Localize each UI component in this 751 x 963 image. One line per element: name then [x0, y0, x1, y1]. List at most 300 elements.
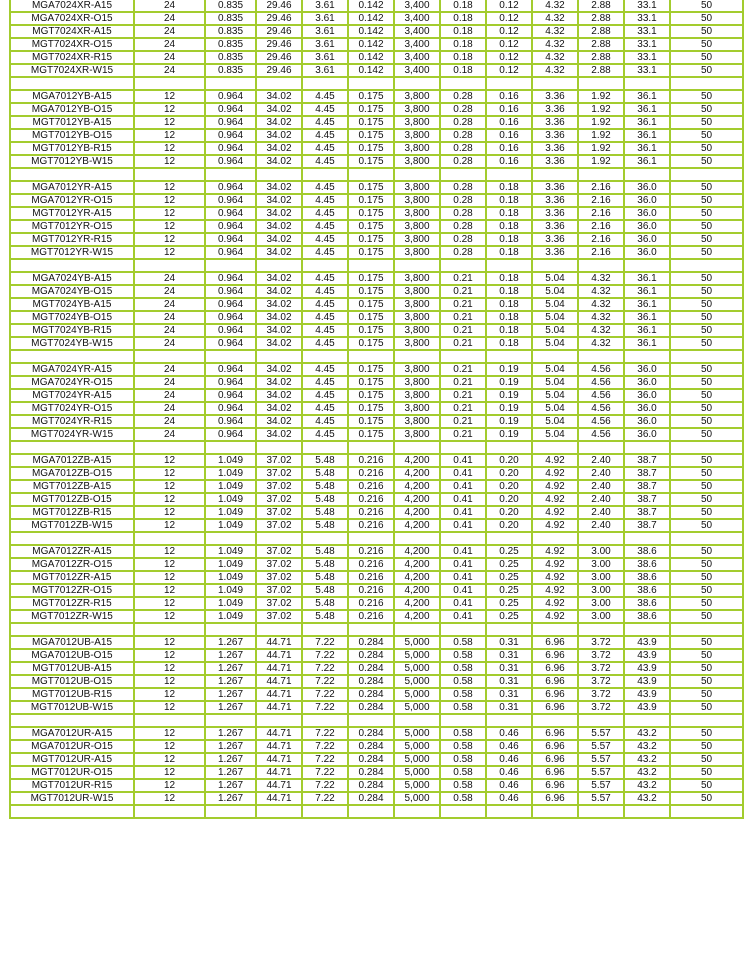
value-cell: 5.48 — [302, 519, 348, 532]
value-cell: 0.284 — [348, 727, 394, 740]
value-cell: 0.12 — [486, 25, 532, 38]
spacer-cell — [302, 350, 348, 363]
value-cell: 50 — [670, 129, 743, 142]
value-cell: 38.7 — [624, 493, 670, 506]
value-cell: 0.16 — [486, 142, 532, 155]
value-cell: 36.1 — [624, 272, 670, 285]
value-cell: 0.18 — [440, 64, 486, 77]
value-cell: 3,800 — [394, 181, 440, 194]
part-number-cell: MGT7024YR-A15 — [10, 389, 134, 402]
value-cell: 3,800 — [394, 415, 440, 428]
value-cell: 1.049 — [205, 467, 256, 480]
value-cell: 12 — [134, 571, 205, 584]
value-cell: 0.964 — [205, 181, 256, 194]
value-cell: 0.964 — [205, 103, 256, 116]
value-cell: 12 — [134, 688, 205, 701]
value-cell: 2.40 — [578, 493, 624, 506]
value-cell: 1.049 — [205, 480, 256, 493]
spacer-cell — [578, 805, 624, 818]
value-cell: 1.267 — [205, 636, 256, 649]
value-cell: 12 — [134, 792, 205, 805]
value-cell: 43.9 — [624, 701, 670, 714]
value-cell: 0.964 — [205, 298, 256, 311]
value-cell: 24 — [134, 402, 205, 415]
spacer-cell — [440, 77, 486, 90]
value-cell: 29.46 — [256, 51, 302, 64]
spacer-cell — [10, 259, 134, 272]
part-number-cell: MGT7012YR-W15 — [10, 246, 134, 259]
value-cell: 3.61 — [302, 51, 348, 64]
value-cell: 2.40 — [578, 506, 624, 519]
value-cell: 3,400 — [394, 38, 440, 51]
spacer-cell — [348, 350, 394, 363]
spacer-cell — [670, 259, 743, 272]
value-cell: 0.41 — [440, 597, 486, 610]
value-cell: 34.02 — [256, 207, 302, 220]
value-cell: 5,000 — [394, 779, 440, 792]
table-row — [10, 675, 743, 688]
value-cell: 4.92 — [532, 558, 578, 571]
spacer-cell — [256, 714, 302, 727]
value-cell: 5.48 — [302, 467, 348, 480]
value-cell: 44.71 — [256, 727, 302, 740]
value-cell: 0.18 — [440, 51, 486, 64]
part-number-cell: MGA7012UR-O15 — [10, 740, 134, 753]
value-cell: 0.18 — [440, 12, 486, 25]
value-cell: 50 — [670, 38, 743, 51]
value-cell: 0.12 — [486, 64, 532, 77]
spacer-cell — [578, 350, 624, 363]
value-cell: 7.22 — [302, 766, 348, 779]
value-cell: 0.216 — [348, 480, 394, 493]
spacer-cell — [256, 168, 302, 181]
spacer-cell — [348, 623, 394, 636]
spacer-cell — [670, 77, 743, 90]
value-cell: 0.25 — [486, 610, 532, 623]
value-cell: 43.9 — [624, 675, 670, 688]
value-cell: 5.48 — [302, 610, 348, 623]
value-cell: 50 — [670, 116, 743, 129]
value-cell: 6.96 — [532, 792, 578, 805]
value-cell: 12 — [134, 649, 205, 662]
value-cell: 5.48 — [302, 571, 348, 584]
spacer-cell — [10, 805, 134, 818]
value-cell: 0.21 — [440, 285, 486, 298]
value-cell: 3,400 — [394, 51, 440, 64]
part-number-cell: MGA7012YB-A15 — [10, 90, 134, 103]
spacer-cell — [348, 532, 394, 545]
value-cell: 43.2 — [624, 766, 670, 779]
value-cell: 4.45 — [302, 402, 348, 415]
value-cell: 0.25 — [486, 545, 532, 558]
value-cell: 0.216 — [348, 454, 394, 467]
spacer-cell — [624, 77, 670, 90]
value-cell: 37.02 — [256, 506, 302, 519]
value-cell: 0.31 — [486, 701, 532, 714]
value-cell: 0.964 — [205, 324, 256, 337]
value-cell: 4.32 — [532, 0, 578, 12]
value-cell: 12 — [134, 454, 205, 467]
spacer-cell — [256, 532, 302, 545]
value-cell: 5,000 — [394, 688, 440, 701]
part-number-cell: MGA7024YR-O15 — [10, 376, 134, 389]
value-cell: 2.88 — [578, 0, 624, 12]
value-cell: 4.32 — [532, 51, 578, 64]
value-cell: 0.21 — [440, 324, 486, 337]
value-cell: 0.58 — [440, 701, 486, 714]
value-cell: 4.45 — [302, 389, 348, 402]
value-cell: 34.02 — [256, 129, 302, 142]
table-row — [10, 779, 743, 792]
value-cell: 0.20 — [486, 454, 532, 467]
part-number-cell: MGT7012UB-O15 — [10, 675, 134, 688]
value-cell: 3,800 — [394, 90, 440, 103]
value-cell: 3.00 — [578, 558, 624, 571]
spacer-cell — [205, 805, 256, 818]
part-number-cell: MGT7012ZB-A15 — [10, 480, 134, 493]
value-cell: 0.284 — [348, 701, 394, 714]
value-cell: 2.16 — [578, 233, 624, 246]
value-cell: 2.16 — [578, 207, 624, 220]
value-cell: 3,800 — [394, 311, 440, 324]
value-cell: 0.835 — [205, 38, 256, 51]
value-cell: 44.71 — [256, 701, 302, 714]
value-cell: 4,200 — [394, 454, 440, 467]
spacer-cell — [134, 623, 205, 636]
part-number-cell: MGT7024XR-R15 — [10, 51, 134, 64]
value-cell: 38.7 — [624, 454, 670, 467]
value-cell: 3.36 — [532, 207, 578, 220]
value-cell: 0.58 — [440, 675, 486, 688]
value-cell: 4.45 — [302, 324, 348, 337]
value-cell: 0.175 — [348, 90, 394, 103]
value-cell: 0.964 — [205, 415, 256, 428]
value-cell: 0.175 — [348, 103, 394, 116]
value-cell: 50 — [670, 415, 743, 428]
value-cell: 3.36 — [532, 246, 578, 259]
value-cell: 50 — [670, 285, 743, 298]
value-cell: 5.04 — [532, 324, 578, 337]
value-cell: 36.0 — [624, 194, 670, 207]
table-row — [10, 727, 743, 740]
value-cell: 43.2 — [624, 727, 670, 740]
part-number-cell: MGA7012ZB-O15 — [10, 467, 134, 480]
value-cell: 24 — [134, 51, 205, 64]
value-cell: 0.41 — [440, 610, 486, 623]
value-cell: 36.1 — [624, 116, 670, 129]
value-cell: 0.175 — [348, 207, 394, 220]
table-row — [10, 389, 743, 402]
value-cell: 12 — [134, 545, 205, 558]
value-cell: 12 — [134, 701, 205, 714]
value-cell: 34.02 — [256, 363, 302, 376]
value-cell: 44.71 — [256, 675, 302, 688]
value-cell: 24 — [134, 337, 205, 350]
value-cell: 4.32 — [578, 272, 624, 285]
part-number-cell: MGT7024YB-A15 — [10, 298, 134, 311]
value-cell: 3.61 — [302, 38, 348, 51]
value-cell: 0.25 — [486, 597, 532, 610]
part-number-cell: MGT7012UR-W15 — [10, 792, 134, 805]
part-number-cell: MGT7024XR-W15 — [10, 64, 134, 77]
part-number-cell: MGT7024YR-O15 — [10, 402, 134, 415]
value-cell: 3.36 — [532, 233, 578, 246]
value-cell: 2.16 — [578, 194, 624, 207]
value-cell: 0.58 — [440, 649, 486, 662]
table-row — [10, 38, 743, 51]
table-row — [10, 285, 743, 298]
table-row — [10, 480, 743, 493]
value-cell: 4.45 — [302, 285, 348, 298]
value-cell: 3,800 — [394, 155, 440, 168]
spacer-cell — [302, 532, 348, 545]
table-row — [10, 220, 743, 233]
value-cell: 3,800 — [394, 220, 440, 233]
value-cell: 1.267 — [205, 727, 256, 740]
value-cell: 0.41 — [440, 493, 486, 506]
spacer-cell — [670, 623, 743, 636]
table-row — [10, 597, 743, 610]
table-row — [10, 662, 743, 675]
spacer-cell — [134, 77, 205, 90]
value-cell: 4.32 — [532, 64, 578, 77]
value-cell: 3.00 — [578, 597, 624, 610]
value-cell: 3.36 — [532, 90, 578, 103]
value-cell: 1.92 — [578, 142, 624, 155]
value-cell: 12 — [134, 662, 205, 675]
spacer-cell — [134, 532, 205, 545]
value-cell: 3.00 — [578, 610, 624, 623]
value-cell: 3.72 — [578, 636, 624, 649]
value-cell: 0.175 — [348, 155, 394, 168]
value-cell: 0.964 — [205, 428, 256, 441]
value-cell: 2.40 — [578, 467, 624, 480]
value-cell: 3,800 — [394, 272, 440, 285]
value-cell: 43.9 — [624, 636, 670, 649]
spacer-cell — [486, 77, 532, 90]
spacer-cell — [440, 259, 486, 272]
value-cell: 12 — [134, 675, 205, 688]
value-cell: 24 — [134, 12, 205, 25]
value-cell: 3,800 — [394, 376, 440, 389]
value-cell: 4.92 — [532, 454, 578, 467]
spacer-cell — [486, 623, 532, 636]
value-cell: 0.284 — [348, 662, 394, 675]
value-cell: 5.04 — [532, 428, 578, 441]
value-cell: 50 — [670, 688, 743, 701]
value-cell: 38.6 — [624, 558, 670, 571]
value-cell: 50 — [670, 727, 743, 740]
value-cell: 6.96 — [532, 779, 578, 792]
spacer-cell — [440, 714, 486, 727]
table-row — [10, 519, 743, 532]
value-cell: 3,800 — [394, 363, 440, 376]
value-cell: 0.21 — [440, 428, 486, 441]
value-cell: 3.61 — [302, 0, 348, 12]
value-cell: 50 — [670, 363, 743, 376]
value-cell: 3.72 — [578, 649, 624, 662]
value-cell: 0.46 — [486, 766, 532, 779]
part-number-cell: MGT7024YB-R15 — [10, 324, 134, 337]
group-spacer — [10, 532, 743, 545]
value-cell: 0.12 — [486, 51, 532, 64]
value-cell: 0.175 — [348, 389, 394, 402]
value-cell: 0.19 — [486, 376, 532, 389]
value-cell: 4.45 — [302, 220, 348, 233]
value-cell: 50 — [670, 0, 743, 12]
value-cell: 4.45 — [302, 129, 348, 142]
value-cell: 2.16 — [578, 181, 624, 194]
value-cell: 5,000 — [394, 675, 440, 688]
spacer-cell — [302, 168, 348, 181]
value-cell: 4.45 — [302, 298, 348, 311]
value-cell: 0.41 — [440, 467, 486, 480]
value-cell: 0.21 — [440, 389, 486, 402]
value-cell: 0.20 — [486, 519, 532, 532]
value-cell: 3,800 — [394, 389, 440, 402]
value-cell: 37.02 — [256, 519, 302, 532]
value-cell: 33.1 — [624, 64, 670, 77]
spacer-cell — [256, 623, 302, 636]
value-cell: 50 — [670, 558, 743, 571]
value-cell: 0.41 — [440, 519, 486, 532]
group-spacer — [10, 77, 743, 90]
value-cell: 0.284 — [348, 675, 394, 688]
value-cell: 0.142 — [348, 12, 394, 25]
value-cell: 4.32 — [578, 285, 624, 298]
value-cell: 50 — [670, 298, 743, 311]
value-cell: 24 — [134, 25, 205, 38]
value-cell: 0.16 — [486, 155, 532, 168]
spacer-cell — [134, 259, 205, 272]
spacer-cell — [578, 168, 624, 181]
value-cell: 29.46 — [256, 38, 302, 51]
value-cell: 50 — [670, 792, 743, 805]
value-cell: 5.04 — [532, 337, 578, 350]
value-cell: 4.45 — [302, 363, 348, 376]
value-cell: 50 — [670, 545, 743, 558]
spacer-cell — [486, 805, 532, 818]
value-cell: 4.32 — [532, 25, 578, 38]
spacer-cell — [440, 623, 486, 636]
spacer-cell — [256, 350, 302, 363]
value-cell: 0.58 — [440, 753, 486, 766]
spacer-cell — [348, 714, 394, 727]
value-cell: 0.18 — [486, 311, 532, 324]
value-cell: 0.175 — [348, 181, 394, 194]
value-cell: 4.45 — [302, 181, 348, 194]
value-cell: 0.20 — [486, 480, 532, 493]
value-cell: 0.31 — [486, 649, 532, 662]
spacer-cell — [670, 532, 743, 545]
value-cell: 0.18 — [486, 337, 532, 350]
value-cell: 3,800 — [394, 194, 440, 207]
value-cell: 50 — [670, 506, 743, 519]
table-row — [10, 246, 743, 259]
value-cell: 7.22 — [302, 675, 348, 688]
value-cell: 5.48 — [302, 506, 348, 519]
value-cell: 4,200 — [394, 519, 440, 532]
value-cell: 0.175 — [348, 194, 394, 207]
value-cell: 1.267 — [205, 792, 256, 805]
value-cell: 43.2 — [624, 779, 670, 792]
spacer-cell — [10, 532, 134, 545]
value-cell: 0.175 — [348, 272, 394, 285]
value-cell: 7.22 — [302, 649, 348, 662]
value-cell: 4.45 — [302, 246, 348, 259]
part-number-cell: MGT7012ZR-O15 — [10, 584, 134, 597]
value-cell: 44.71 — [256, 636, 302, 649]
value-cell: 44.71 — [256, 662, 302, 675]
value-cell: 36.0 — [624, 207, 670, 220]
value-cell: 4.32 — [532, 12, 578, 25]
value-cell: 0.21 — [440, 363, 486, 376]
value-cell: 50 — [670, 519, 743, 532]
value-cell: 38.6 — [624, 545, 670, 558]
value-cell: 1.049 — [205, 571, 256, 584]
value-cell: 3.36 — [532, 220, 578, 233]
value-cell: 1.92 — [578, 116, 624, 129]
value-cell: 3.72 — [578, 662, 624, 675]
table-row — [10, 376, 743, 389]
value-cell: 24 — [134, 376, 205, 389]
group-spacer — [10, 168, 743, 181]
value-cell: 4.32 — [578, 311, 624, 324]
value-cell: 12 — [134, 207, 205, 220]
table-row — [10, 428, 743, 441]
value-cell: 4.45 — [302, 90, 348, 103]
value-cell: 12 — [134, 233, 205, 246]
value-cell: 0.964 — [205, 337, 256, 350]
value-cell: 36.0 — [624, 389, 670, 402]
part-number-cell: MGT7012YR-R15 — [10, 233, 134, 246]
value-cell: 3.61 — [302, 25, 348, 38]
value-cell: 0.46 — [486, 753, 532, 766]
part-number-cell: MGT7012ZR-A15 — [10, 571, 134, 584]
value-cell: 0.964 — [205, 272, 256, 285]
value-cell: 34.02 — [256, 402, 302, 415]
value-cell: 0.284 — [348, 688, 394, 701]
spacer-cell — [205, 350, 256, 363]
value-cell: 43.9 — [624, 662, 670, 675]
value-cell: 4.45 — [302, 311, 348, 324]
value-cell: 0.142 — [348, 64, 394, 77]
spec-sheet — [9, 0, 742, 819]
value-cell: 3,400 — [394, 0, 440, 12]
value-cell: 5.04 — [532, 285, 578, 298]
value-cell: 2.88 — [578, 64, 624, 77]
value-cell: 4.92 — [532, 519, 578, 532]
value-cell: 44.71 — [256, 649, 302, 662]
table-row — [10, 402, 743, 415]
value-cell: 4.56 — [578, 363, 624, 376]
value-cell: 38.6 — [624, 597, 670, 610]
value-cell: 1.92 — [578, 103, 624, 116]
value-cell: 3,400 — [394, 64, 440, 77]
value-cell: 0.18 — [486, 285, 532, 298]
value-cell: 6.96 — [532, 636, 578, 649]
value-cell: 3,800 — [394, 246, 440, 259]
value-cell: 43.9 — [624, 688, 670, 701]
value-cell: 0.18 — [440, 25, 486, 38]
value-cell: 36.1 — [624, 337, 670, 350]
value-cell: 43.2 — [624, 753, 670, 766]
value-cell: 0.964 — [205, 155, 256, 168]
spacer-cell — [532, 259, 578, 272]
part-number-cell: MGT7024YR-W15 — [10, 428, 134, 441]
value-cell: 4,200 — [394, 558, 440, 571]
part-number-cell: MGA7012ZR-A15 — [10, 545, 134, 558]
